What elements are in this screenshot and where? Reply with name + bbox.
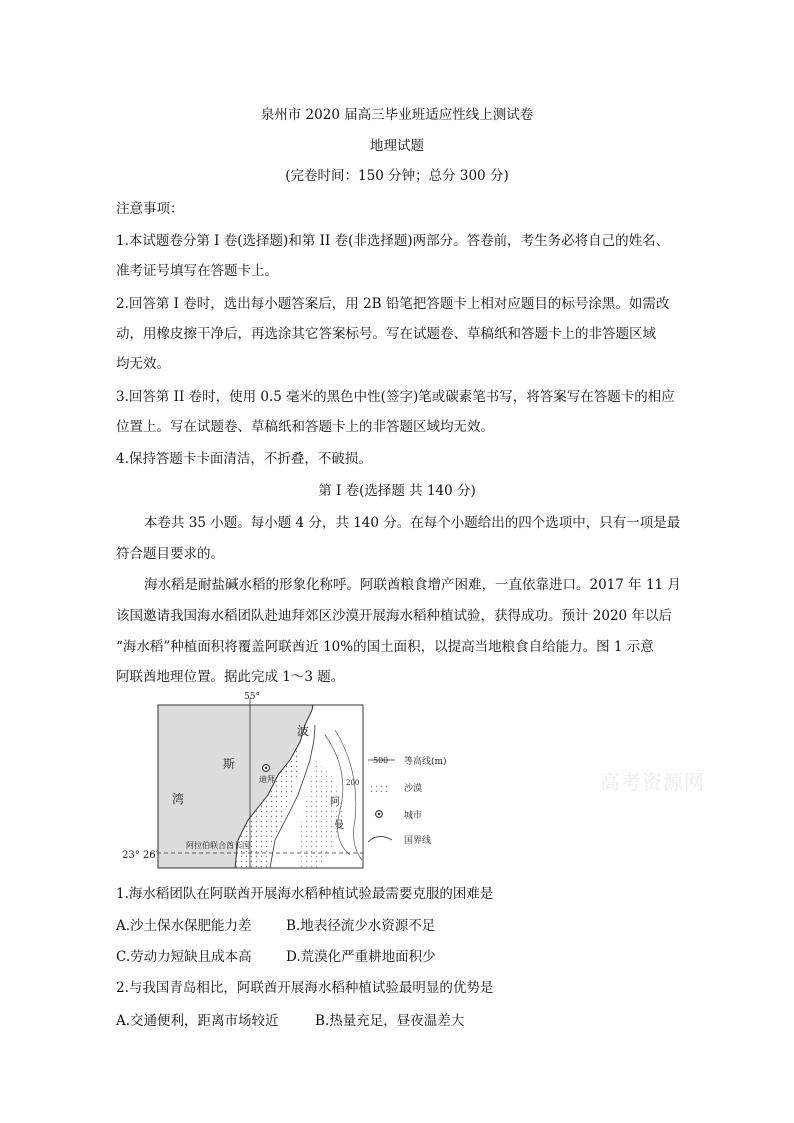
question-stem: 1.海水稻团队在阿联酋开展海水稻种植试验最需要克服的困难是 (116, 886, 494, 902)
exam-title: 泉州市 2020 届高三毕业班适应性线上测试卷 (260, 107, 534, 123)
notice-line: 1.本试题卷分第 I 卷(选择题)和第 II 卷(非选择题)两部分。答卷前，考生务必将自己的姓名、 (116, 233, 670, 249)
section-title: 第 I 卷(选择题 共 140 分) (318, 483, 476, 499)
question-stem: 2.与我国青岛相比，阿联酋开展海水稻种植试验最明显的优势是 (116, 980, 494, 996)
legend-border-text: 国界线 (404, 836, 432, 846)
passage-line: “海水稻”种植面积将覆盖阿联酋近 10%的国土面积，以提高当地粮食自给能力。图 1 示意 (116, 639, 654, 655)
legend-contour-value: 500 (373, 756, 389, 765)
sea-label-char: 波 (297, 724, 310, 738)
passage-line: 海水稻是耐盐碱水稻的形象化称呼。阿联酋粮食增产困难，一直依靠进口。2017 年 11 月 (144, 577, 681, 593)
sea-label-char: 斯 (223, 757, 236, 771)
legend-desert-text: 沙漠 (404, 784, 423, 794)
option-text: B.地表径流少水资源不足 (286, 918, 436, 934)
option-text: A.交通便利，距离市场较近 (116, 1013, 279, 1029)
latitude-label: 23° 26′ (122, 850, 158, 861)
subject-title: 地理试题 (370, 138, 424, 154)
passage-line: 该国邀请我国海水稻团队赴迪拜郊区沙漠开展海水稻种植试验，获得成功。预计 2020 年以后 (116, 608, 672, 624)
option-text: D.荒漠化严重耕地面积少 (286, 949, 436, 965)
section-intro: 符合题目要求的。 (116, 546, 224, 562)
option-text: C.劳动力短缺且成本高 (116, 949, 252, 965)
notice-line: 均无效。 (116, 356, 170, 372)
notice-line: 4.保持答题卡卡面清洁，不折叠，不破损。 (116, 451, 372, 467)
region-label-char: 阿 (330, 797, 340, 808)
uae-location-map (122, 690, 510, 870)
section-intro: 本卷共 35 小题。每小题 4 分，共 140 分。在每个小题给出的四个选项中，只有一项是最 (144, 515, 681, 531)
notice-line: 2.回答第 I 卷时，选出每小题答案后，用 2B 铅笔把答题卡上相对应题目的标号涂黑。如需改 (116, 296, 670, 312)
option-text: B.热量充足，昼夜温差大 (315, 1013, 465, 1029)
notice-line: 动，用橡皮擦干净后，再选涂其它答案标号。写在试题卷、草稿纸和答题卡上的非答题区域 (116, 326, 656, 342)
city-marker-dot (265, 767, 267, 769)
watermark: 高考资源网 (600, 770, 705, 794)
country-label: 阿拉伯联合酋长国 (186, 841, 250, 850)
legend-contour-text: 等高线(m) (404, 757, 447, 767)
option-text: A.沙土保水保肥能力差 (116, 918, 252, 934)
passage-line: 阿联酋地理位置。据此完成 1～3 题。 (116, 669, 345, 685)
longitude-label: 55° (244, 692, 260, 702)
notice-line: 3.回答第 II 卷时，使用 0.5 毫米的黑色中性(签字)笔或碳素笔书写，将答案写在答题卡的相应 (116, 389, 675, 405)
legend-desert-swatch (368, 783, 390, 792)
notice-line: 位置上。写在试题卷、草稿纸和答题卡上的非答题区域均无效。 (116, 419, 494, 435)
sea-label-char: 湾 (172, 792, 185, 806)
legend-city-dot (378, 813, 380, 815)
legend-border-sample (368, 836, 392, 842)
notice-heading: 注意事项： (116, 201, 184, 217)
city-label: 迪拜 (259, 775, 275, 784)
notice-line: 准考证号填写在答题卡上。 (116, 263, 278, 279)
legend-city-text: 城市 (404, 811, 423, 821)
time-info: (完卷时间：150 分钟；总分 300 分) (285, 168, 509, 184)
region-label-char: 曼 (334, 820, 344, 831)
contour-value-label: 200 (346, 779, 360, 787)
